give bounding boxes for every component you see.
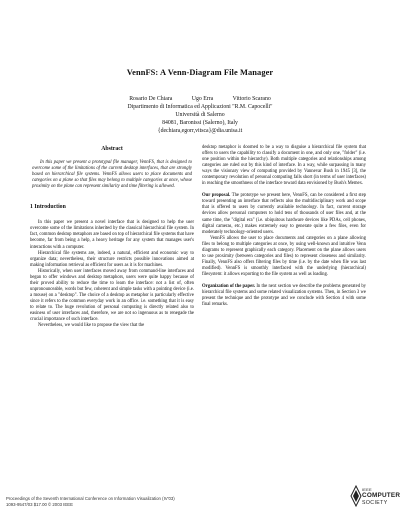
- proposal-paragraph: [202, 193, 366, 235]
- abstract-heading: Abstract: [101, 146, 123, 152]
- diamond-logo-icon: [350, 484, 362, 508]
- ieee-computer-society-logo: [350, 484, 400, 512]
- affiliation: Dipartimento di Informatica ed Applicazioni "R.M. Capocelli": [127, 103, 273, 110]
- logo-text: COMPUTER: [362, 492, 400, 499]
- university: Università di Salerno: [175, 111, 225, 118]
- proposal-label: Our proposal.: [202, 193, 231, 199]
- author-name: Ugo Erra: [191, 96, 214, 102]
- author-block: [0, 96, 400, 136]
- intro-paragraph: Nevertheless, we would like to propose the view that the: [38, 323, 145, 329]
- intro-paragraph: Historically, when user interfaces moved away from command-line interfaces and began to offer windows and desktop metaphors, users were quite happy because of their proved ability to reduce the time to learn the interface: not a list of, often unpronounceable, words but few, coherent and simple tasks with a pointing device (i.e. a mouse) on a "desktop". The choice of a desktop as metaphor is particularly effective since it refers to the common everyday work in an office. i.e. something that it is easy to relate to. The huge revolution of personal computing is directly related also to easiness of user interfaces and, therefore, we are not so ingenuous as to renegade the crucial importance of such interface.: [30, 268, 194, 323]
- organization-label: Organization of the paper.: [202, 283, 256, 289]
- footer-line: 1093-9547/03 $17.00 © 2003 IEEE: [6, 501, 73, 507]
- right-paragraph: desktop metaphor is doomed to be a way to disguise a hierarchical file system that offers to users the capability to classify a document in one, and only one, "folder" (i.e. one position within the hierarchy). Both multiple categories and relationships among categories are ruled out by this kind of interface. In a way, while surpassing in many ways the visionary view of computing provided by Vannevar Bush in 1945 [3], the contemporary revolution of personal computing falls short (in terms of user interfaces) in reaching the smoothness of the interface toward data envisioned by Bush's Memex.: [202, 145, 366, 187]
- section-heading-introduction: 1 Introduction: [30, 204, 66, 211]
- intro-paragraph: Hierarchical file systems are, indeed, a natural, efficient and economic way to organize data; nevertheless, their structure restricts possible innovations aimed at making information retrieval as efficient for users as it is for machines.: [30, 250, 194, 268]
- author-name: Rosario De Chiara: [129, 96, 173, 102]
- author-name: Vittorio Scarano: [232, 96, 271, 102]
- organization-paragraph: [202, 284, 366, 308]
- address: 84081, Baronissi (Salerno), Italy: [162, 119, 238, 126]
- left-column: [30, 146, 194, 329]
- author-names: [0, 96, 400, 104]
- footer-line: Proceedings of the Seventh International Conference on Information Visualization (IV'03): [6, 496, 175, 501]
- abstract-text: In this paper we present a prototypal file manager, VennFS, that is designed to overcome some of the limitations of the current desktop interfaces, that are strongly based on hierarchical file systems. VennFS allows users to place documents and categories on a plane so that files may belong to multiple categories at once, whose proximity on the plane can represent similarity and time filtering is allowed.: [32, 160, 192, 190]
- proceedings-footer: [6, 496, 175, 507]
- logo-text: IEEE: [362, 487, 372, 492]
- abstract-body: [30, 160, 194, 190]
- right-column: [202, 145, 366, 308]
- logo-text: SOCIETY: [362, 500, 388, 506]
- paper-title: VennFS: A Venn-Diagram File Manager: [126, 68, 274, 77]
- right-paragraph: VennFS allows the user to place documents and categories on a plane allowing files to belong to multiple categories at once, by using well-known and intuitive Venn diagrams to represent graphically each category. Placement on the plane allows users to use proximity (between categories and files) to represent closeness and similarity. Finally, VennFS also offers filtering files by time (i.e. by the date when file was last modified). VennFS is smoothly interfaced with the underlying (hierarchical) filesystem: it allows exporting to the file system as well as loading.: [202, 235, 366, 277]
- intro-paragraph: In this paper we present a novel interface that is designed to help the user overcome some of the limitations inherited by the classical hierarchical file system. In fact, common desktop metaphors are based on top of hierarchical file systems that have become, far from being a help, a heavy heritage for any system that manages user's interactions with a computer.: [30, 220, 195, 250]
- organization-text: In the next section we describe the problems generated by hierarchical file systems and some related visualization systems. Then, in Section 3 we present the technique and the prototype and we conclude with Section 4 with some final remarks.: [202, 283, 367, 308]
- email: {dechiara,egorr,vitsca}@dia.unisa.it: [157, 127, 243, 134]
- proposal-text: The prototype we present here, VennFS, can be considered a first step toward presenting an interface that reflects also the multidisciplinary work and scope that is offered to users by currently available technology. In fact, current storage devices allow personal computers to hold tens of thousands of user files and, at the same time, the "digital era" (i.e. ubiquitous hardware devices like PDAs, cell phones, digital cameras, etc.) makes extremely easy to generate quite a few files, even for moderately technology-oriented users.: [202, 193, 367, 235]
